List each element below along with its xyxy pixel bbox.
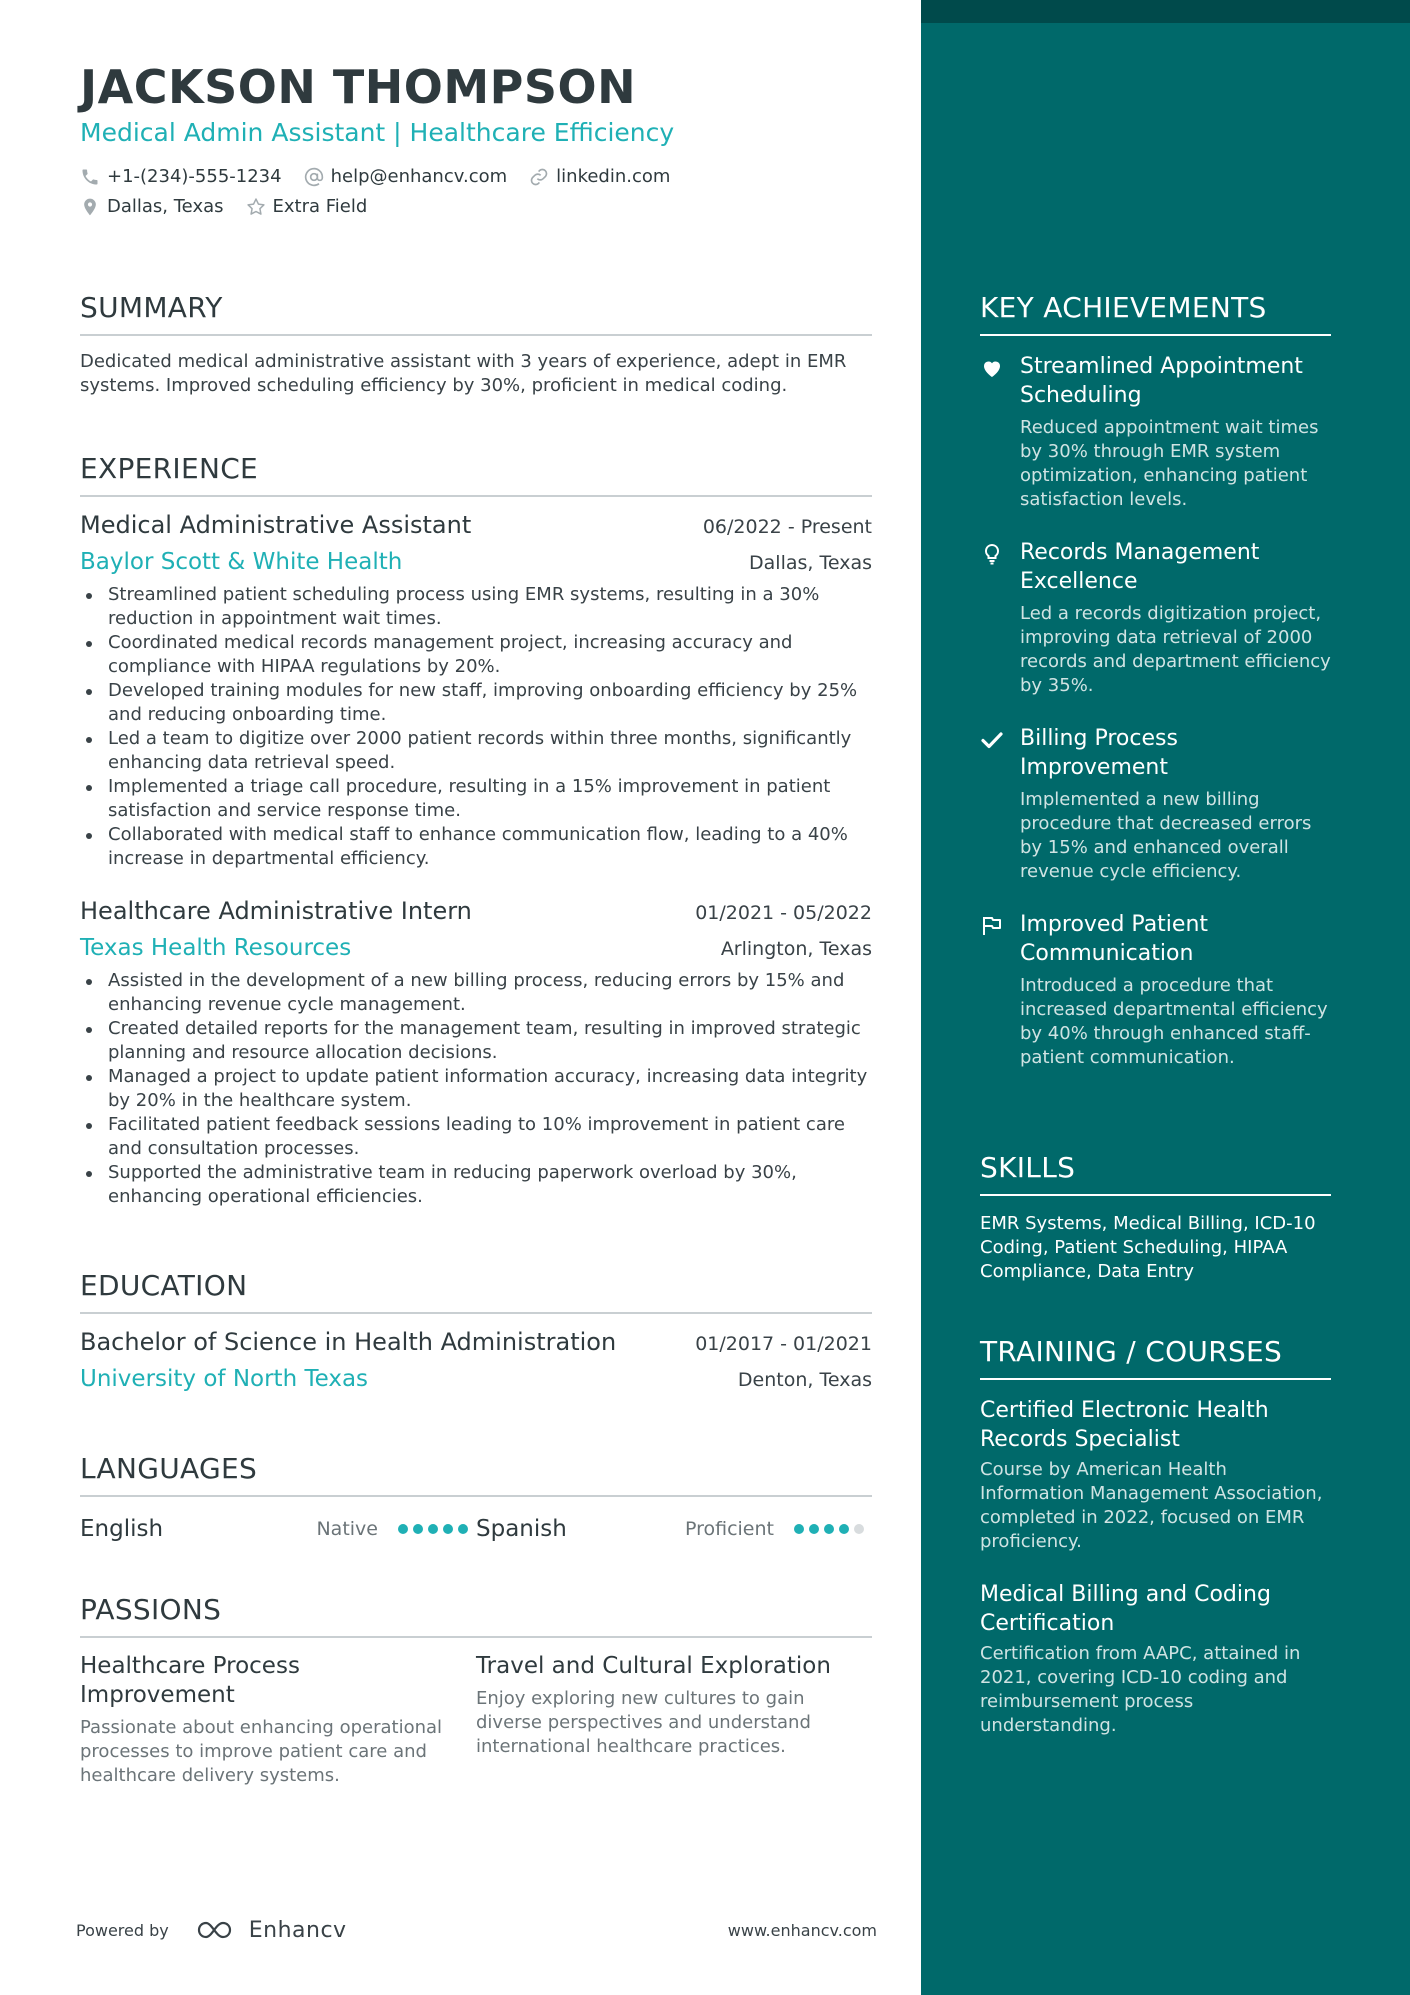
contact-email[interactable] [304, 166, 508, 187]
contact-linkedin[interactable] [529, 166, 670, 187]
bullet-item: Created detailed reports for the management team, resulting in improved strategic planning and resource allocation decisions. [80, 1017, 872, 1065]
job-title: Medical Administrative Assistant [80, 511, 472, 539]
candidate-name: JACKSON THOMPSON [80, 60, 637, 114]
job-location: Arlington, Texas [720, 938, 872, 960]
achievement-title: Improved Patient Communication [1020, 912, 1209, 966]
achievements-title: KEY ACHIEVEMENTS [980, 291, 1267, 324]
course-title: Medical Billing and Coding Certification [980, 1582, 1271, 1636]
section-divider [980, 1194, 1331, 1196]
passion-title: Travel and Cultural Exploration [476, 1653, 831, 1679]
rating-dot-empty [854, 1524, 864, 1534]
passion-text: Enjoy exploring new cultures to gain diverse perspectives and understand international healthcare practices. [476, 1688, 811, 1757]
rating-dot-filled [398, 1524, 408, 1534]
section-divider [80, 1312, 872, 1314]
checkmark-icon [980, 728, 1004, 752]
achievement-item [980, 910, 1331, 1070]
course-text: Course by American Health Information Management Association, completed in 2022, focused on EMR proficiency. [980, 1459, 1323, 1552]
degree-name: Bachelor of Science in Health Administration [80, 1328, 617, 1356]
contact-phone [80, 166, 282, 187]
location-text: Dallas, Texas [107, 196, 224, 218]
achievement-item [980, 352, 1331, 512]
languages-section [80, 1449, 872, 1545]
section-divider [80, 495, 872, 497]
language-rating [794, 1524, 864, 1534]
passion-item [80, 1652, 476, 1788]
sidebar [921, 0, 1410, 1995]
website-link[interactable]: www.enhancv.com [727, 1920, 877, 1940]
rating-dot-filled [809, 1524, 819, 1534]
achievement-text: Reduced appointment wait times by 30% through EMR system optimization, enhancing patient satisfaction levels. [1020, 417, 1319, 510]
language-level: Proficient [684, 1518, 774, 1540]
extra-field-text: Extra Field [272, 196, 368, 218]
sidebar-top-band [921, 0, 1410, 23]
passions-section [80, 1590, 872, 1788]
education-section [80, 1266, 872, 1392]
course-item [980, 1580, 1331, 1738]
rating-dot-filled [794, 1524, 804, 1534]
achievement-item [980, 538, 1331, 698]
job-title: Healthcare Administrative Intern [80, 897, 472, 925]
section-divider [80, 1636, 872, 1638]
bullet-item: Collaborated with medical staff to enhance communication flow, leading to a 40% increase in departmental efficiency. [80, 823, 872, 871]
section-divider [980, 334, 1331, 336]
link-icon [529, 167, 549, 187]
skills-section [980, 1148, 1331, 1284]
powered-by-text: Powered by [76, 1920, 169, 1940]
rating-dot-filled [428, 1524, 438, 1534]
company-name: Baylor Scott & White Health [80, 549, 403, 575]
location-pin-icon [80, 197, 100, 217]
candidate-tagline: Medical Admin Assistant | Healthcare Efficiency [80, 118, 675, 148]
job-date: 06/2022 - Present [702, 516, 872, 538]
bullet-item: Developed training modules for new staff, improving onboarding efficiency by 25% and reducing onboarding time. [80, 679, 872, 727]
flag-icon [980, 914, 1004, 938]
infinity-logo-icon [195, 1918, 241, 1942]
email-text[interactable]: help@enhancv.com [330, 166, 508, 188]
achievement-title: Streamlined Appointment Scheduling [1020, 354, 1303, 408]
experience-title: EXPERIENCE [80, 452, 259, 485]
training-title: TRAINING / COURSES [980, 1335, 1283, 1368]
training-section [980, 1332, 1331, 1738]
contact-extra [246, 196, 368, 217]
contact-location [80, 196, 224, 217]
passion-title: Healthcare Process Improvement [80, 1653, 300, 1708]
bullet-item: Implemented a triage call procedure, resulting in a 15% improvement in patient satisfaction and service response time. [80, 775, 872, 823]
education-date: 01/2017 - 01/2021 [695, 1333, 872, 1355]
company-name: Texas Health Resources [80, 935, 352, 961]
summary-title: SUMMARY [80, 291, 223, 324]
rating-dot-filled [413, 1524, 423, 1534]
passion-text: Passionate about enhancing operational processes to improve patient care and healthcare delivery systems. [80, 1717, 443, 1786]
bullet-item: Led a team to digitize over 2000 patient records within three months, significantly enhancing data retrieval speed. [80, 727, 872, 775]
course-text: Certification from AAPC, attained in 2021, covering ICD-10 coding and reimbursement process understanding. [980, 1643, 1301, 1736]
bullet-item: Facilitated patient feedback sessions leading to 10% improvement in patient care and consultation processes. [80, 1113, 872, 1161]
bullet-item: Managed a project to update patient information accuracy, increasing data integrity by 20% in the healthcare system. [80, 1065, 872, 1113]
language-item [476, 1513, 872, 1545]
language-rating [398, 1524, 468, 1534]
experience-section [80, 449, 872, 1209]
language-item [80, 1513, 476, 1545]
contact-info [80, 162, 872, 222]
school-location: Denton, Texas [737, 1369, 872, 1391]
rating-dot-filled [458, 1524, 468, 1534]
page-footer [76, 1910, 876, 1950]
linkedin-text[interactable]: linkedin.com [556, 166, 671, 188]
achievement-text: Implemented a new billing procedure that decreased errors by 15% and enhanced overall revenue cycle efficiency. [1020, 789, 1312, 882]
language-level: Native [316, 1518, 378, 1540]
brand-name: Enhancv [248, 1917, 347, 1943]
job-entry [80, 511, 872, 871]
skills-title: SKILLS [980, 1151, 1076, 1184]
bullet-item: Coordinated medical records management project, increasing accuracy and compliance with HIPAA regulations by 20%. [80, 631, 872, 679]
achievement-text: Led a records digitization project, improving data retrieval of 2000 records and department efficiency by 35%. [1020, 603, 1331, 696]
heart-icon [980, 356, 1004, 380]
enhancv-logo[interactable] [195, 1918, 347, 1943]
job-bullets [80, 969, 872, 1209]
summary-section [80, 288, 872, 398]
job-entry [80, 897, 872, 1209]
phone-icon [80, 167, 100, 187]
skills-list: EMR Systems, Medical Billing, ICD-10 Coding, Patient Scheduling, HIPAA Compliance, Data Entry [980, 1213, 1316, 1282]
rating-dot-filled [824, 1524, 834, 1534]
rating-dot-filled [443, 1524, 453, 1534]
languages-title: LANGUAGES [80, 1452, 258, 1485]
achievements-section [980, 288, 1331, 1070]
passions-title: PASSIONS [80, 1593, 222, 1626]
star-icon [246, 197, 266, 217]
achievement-title: Billing Process Improvement [1020, 726, 1178, 780]
rating-dot-filled [839, 1524, 849, 1534]
bullet-item: Streamlined patient scheduling process using EMR systems, resulting in a 30% reduction in appointment wait times. [80, 583, 872, 631]
section-divider [980, 1378, 1331, 1380]
education-entry [80, 1328, 872, 1392]
course-title: Certified Electronic Health Records Specialist [980, 1398, 1269, 1452]
at-sign-icon [304, 167, 324, 187]
lightbulb-icon [980, 542, 1004, 566]
language-name: English [80, 1516, 164, 1542]
school-name: University of North Texas [80, 1366, 369, 1392]
course-item [980, 1396, 1331, 1554]
passion-item [476, 1652, 872, 1788]
achievement-title: Records Management Excellence [1020, 540, 1260, 594]
bullet-item: Supported the administrative team in reducing paperwork overload by 30%, enhancing operational efficiencies. [80, 1161, 872, 1209]
job-date: 01/2021 - 05/2022 [695, 902, 872, 924]
resume-header [80, 60, 872, 222]
section-divider [80, 1495, 872, 1497]
summary-text: Dedicated medical administrative assistant with 3 years of experience, adept in EMR systems. Improved scheduling efficiency by 30%, proficient in medical coding. [80, 351, 847, 396]
phone-text: +1-(234)-555-1234 [107, 166, 282, 188]
job-location: Dallas, Texas [749, 552, 872, 574]
achievement-text: Introduced a procedure that increased departmental efficiency by 40% through enhanced staff-patient communication. [1020, 975, 1328, 1068]
job-bullets [80, 583, 872, 871]
section-divider [80, 334, 872, 336]
education-title: EDUCATION [80, 1269, 248, 1302]
language-name: Spanish [476, 1516, 567, 1542]
achievement-item [980, 724, 1331, 884]
bullet-item: Assisted in the development of a new billing process, reducing errors by 15% and enhancing revenue cycle management. [80, 969, 872, 1017]
